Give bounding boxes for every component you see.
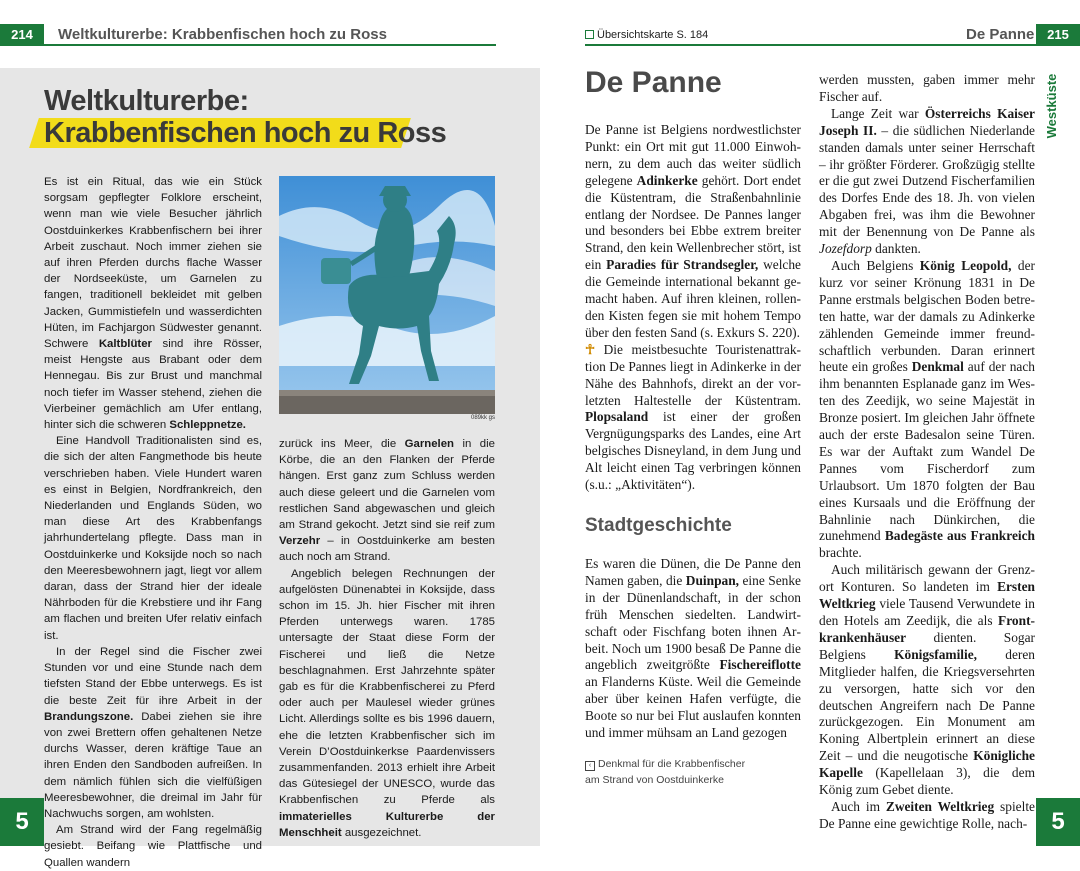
left-chapter-marker: 5 bbox=[0, 798, 44, 846]
right-chapter-marker: 5 bbox=[1036, 798, 1080, 846]
paragraph: Eine Handvoll Traditionalisten sind es, die sich der alten Fangmethode bis heute verschrieben haben. Viele Hundert waren es einst in Belgien, Nordfrankreich, den Niederlanden und Englands Süden, wo man diese Art des Krabbenfangs jahrhundertelang pflegte. Dass man in Oostduinkerke und Koksijde noch so nach den Meeresbewohnern jagt, liegt vor allem daran, dass der Strand hier der ideale Nährboden für die Krebstiere und ihr Fang am flachen und breiten Ufer relativ einfach ist. bbox=[44, 435, 262, 642]
text-column-1 bbox=[585, 122, 801, 494]
paragraph: Auch militärisch gewann der Grenzort Konturen. So landeten im Ersten Weltkrieg viele Tausend Verwundete in den Hotels am Zeedijk, die als Frontkrankenhäuser dienten. Sogar Belgiens Königsfamilie, deren Mitglieder halfen, die Kriegsversehrten zu versorgen, hatte sich vor den deutschen Angreifern nach De Panne zurückgezogen. Ein Monument am Koning Albertplein erinnert an diese Zeit – und die neugotische Königliche Kapelle (Kapellelaan 3), die dem König zum Gebet diente. bbox=[819, 562, 1035, 798]
paragraph: ☥ Die meistbesuchte Touristenattraktion De Pannes liegt in Adinkerke in der Nähe des Bahnhofs, direkt an der vorletzten Haltestelle der Küstentram. Plopsaland ist einer der großen Vergnügungsparks des Landes, eine Art belgisches Disneyland, in dem Jung und Alt leicht einen Tag verbringen können (s.u.: „Aktivitäten“). bbox=[585, 341, 801, 493]
map-icon bbox=[585, 30, 594, 39]
right-page-number: 215 bbox=[1036, 24, 1080, 46]
section-heading: Stadtgeschichte bbox=[585, 515, 732, 536]
right-header-rule bbox=[585, 44, 1037, 46]
text-column-2 bbox=[585, 556, 801, 742]
paragraph: Es ist ein Ritual, das wie ein Stück sorgsam gepflegter Folklore erscheint, wenn man wie viele Besucher jährlich Oostduinkerkes Krabbenfischern bei ihrer Arbeit zuschaut. Noch immer ziehen sie auf ihren Pferden durchs flache Wasser der Nordseeküste, um Garnelen zu fangen, traditionell bekleidet mit gelben Jacken, Gummistiefeln und wasserdichten Hüten, im Fachjargon Südwester genannt. Schwere Kaltblüter sind ihre Rösser, meist Hengste aus Brabant oder dem Hennegau. Bis zur Brust und manchmal noch tiefer im Wasser stehend, ziehen die Vierbeiner gemächlich am Ufer entlang, hinter sich die schweren Schleppnetze. bbox=[44, 176, 263, 432]
map-reference: Übersichtskarte S. 184 bbox=[585, 24, 708, 46]
paragraph: Es waren die Dünen, die De Panne den Namen gaben, die Duinpan, eine Senke in der Dünenlandschaft, in der schon früh Menschen siedelten. Landwirtschaft oder Fischfang boten ihnen Arbeit. Noch um 1900 besaß De Panne die angeblich zweitgrößte Fischereiflotte an Flanderns Küste. Weil die Gemeinde aber über keinen Hafen verfügte, die Boote so nur bei Flut auslaufen konnten und immer mühsam an Land gezogen bbox=[585, 556, 801, 741]
left-header-rule bbox=[44, 44, 496, 46]
attraction-icon: ☥ bbox=[585, 341, 595, 357]
box-title-line1: Weltkulturerbe: bbox=[44, 85, 249, 117]
box-column-2 bbox=[279, 436, 495, 841]
page-title: De Panne bbox=[585, 66, 722, 99]
paragraph: Auch Belgiens König Leopold, der kurz vor seiner Krönung 1831 in De Panne erstmals belgischen Boden betreten hatte, war der damals zu Adinkerke zählenden Gemeinde immer freundschaftlich verbunden. Daran erinnert heute ein großes Denkmal auf der nach ihm benannten Esplanade ganz im Westen des Zeedijk, wo seine Majestät in Bronze posiert. Im gleichen Jahr öffnete auch der erste Badesalon seine Türen. Es war der Auftakt zum Wandel De Pannes vom Fischerdorf zum Urlaubsort. Um 1870 folgten der Bau eines Kursaals und die Eröffnung der Bahnlinie nach Dünkirchen, die zunehmend Badegäste aus Frankreich brachte. bbox=[819, 257, 1035, 561]
photo-caption: ‹ Denkmal für die Krabbenfischer am Strand von Oostduinkerke bbox=[585, 758, 746, 786]
caption-arrow-icon: ‹ bbox=[585, 761, 595, 771]
paragraph: Lange Zeit war Österreichs Kaiser Joseph II. – die südlichen Niederlande standen damals unter seiner Herrschaft – ihr größter Förderer. Großzügig stellte er die gut zwei Dutzend Fischerfamilien des Dorfes Ende des 18. Jh. von vielen Abgaben frei, was ihm die Bewohner mit der Benennung von De Panne als Jozefdorp dankten. bbox=[819, 105, 1036, 257]
statue-photo bbox=[279, 176, 495, 414]
text-column-3 bbox=[819, 72, 1035, 833]
box-title-line2: Krabbenfischen hoch zu Ross bbox=[44, 117, 447, 149]
paragraph: Am Strand wird der Fang regelmäßig gesiebt. Beifang wie Plattfische und Quallen wandern bbox=[44, 824, 262, 869]
box-column-1 bbox=[44, 174, 262, 871]
paragraph: zurück ins Meer, die Garnelen in die Körbe, die an den Flanken der Pferde hängen. Erst ganz zum Schluss werden auch diese geleert und die Garnelen vom restlichen Sand abgewaschen und gleich am Strand gekocht. Jetzt sind sie reif zum Verzehr – in Oostduinkerke am besten auch noch am Strand. bbox=[279, 438, 495, 564]
paragraph: De Panne ist Belgiens nordwestlichster Punkt: ein Ort mit gut 11.000 Einwohnern, zu dem auch das weiter südlich gelegene Adinkerke gehört. Dort endet die Küstentram, die Straßenbahnlinie entlang der Nordsee. De Pannes langer und besonders bei Ebbe extrem breiter Strand, den kein Wellenbrecher stört, ist ein Paradies für Strandsegler, welche die Gemeinde international bekannt gemacht haben. Auf ihren kleinen, rollenden Kisten fegen sie mit hohem Tempo über den festen Sand (s. Exkurs S. 220). bbox=[585, 122, 801, 340]
right-running-title: De Panne bbox=[966, 26, 1035, 43]
paragraph: In der Regel sind die Fischer zwei Stunden vor und eine Stunde nach dem tiefsten Stand der Ebbe unterwegs. Es ist die beste Zeit für ihre Arbeit in der Brandungszone. Dabei ziehen sie ihre von zwei Brettern offen gehaltenen Netze durchs Wasser, deren kräftige Taue an ihren Enden den Sandboden aufreißen. In dem nämlich fühlen sich die vielfüßigen Meeresbewohner, die dreimal im Jahr für Nachwuchs sorgen, am wohlsten. bbox=[44, 645, 262, 820]
chapter-side-tab: Westküste bbox=[1044, 73, 1059, 139]
left-page-number: 214 bbox=[0, 24, 44, 46]
paragraph: Auch im Zweiten Weltkrieg spielte De Panne eine gewichtige Rolle, nach- bbox=[819, 798, 1035, 831]
photo-credit: 089kk gs bbox=[471, 415, 496, 421]
paragraph: Angeblich belegen Rechnungen der aufgelösten Dünenabtei in Koksijde, dass schon im 15. Jh. hier Fischer mit ihren Pferden unterwegs waren. 1785 untersagte der Staat diese Form der Fischerei und ließ die Netze beschlagnahmen. Erst Jahrzehnte später gab es für die Krabbenfischerei zu Pferd oder auch per Maulesel wieder grünes Licht. Allerdings sollte es bis 1996 dauern, ehe die letzten Krabbenfischer sich im Verein D’Oostduinkerkse Paardenvissers zusammenfanden. 2013 erhielt ihre Arbeit das Gütesiegel der UNESCO, wurde das Krabbenfischen zu Pferde als immaterielles Kulturerbe der Menschheit ausgezeichnet. bbox=[279, 567, 495, 839]
statue-illustration bbox=[279, 176, 495, 414]
left-running-title: Weltkulturerbe: Krabbenfischen hoch zu Ross bbox=[58, 26, 387, 43]
paragraph: werden mussten, gaben immer mehr Fischer auf. bbox=[819, 72, 1035, 104]
